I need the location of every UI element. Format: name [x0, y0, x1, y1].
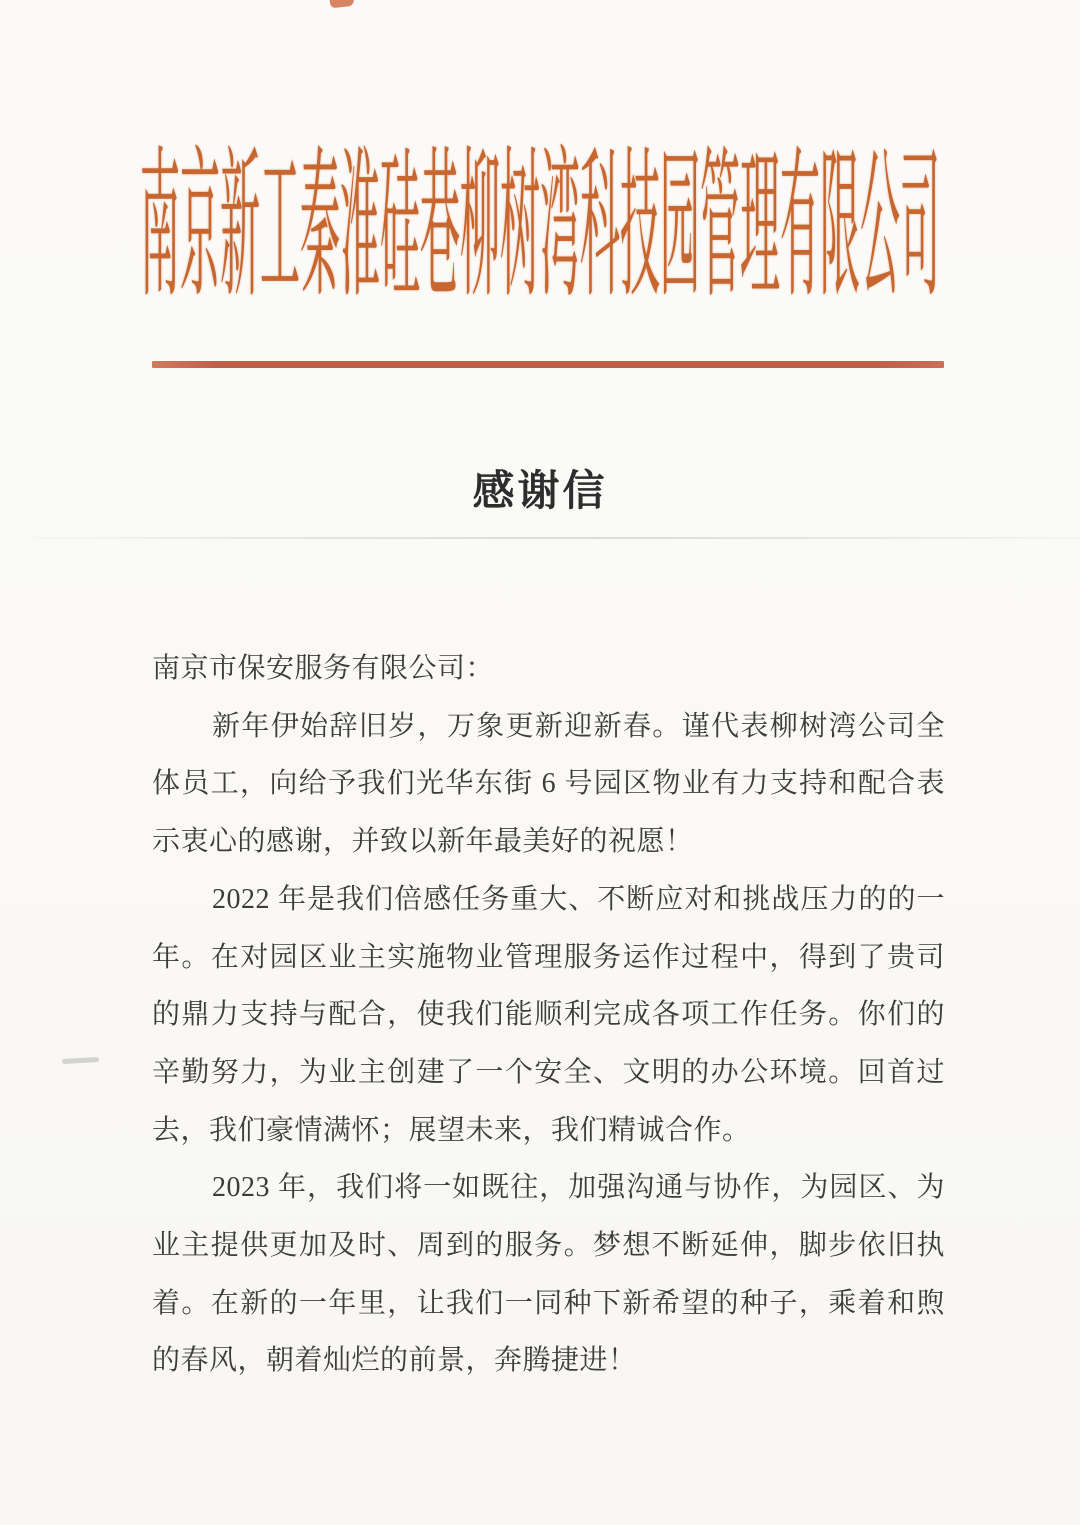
- body-line: 业主提供更加及时、周到的服务。梦想不断延伸，脚步依旧执: [152, 1230, 945, 1262]
- body-line: 去，我们豪情满怀；展望未来，我们精诚合作。: [152, 1114, 751, 1146]
- body-line: 2023 年，我们将一如既往，加强沟通与协作，为园区、为: [212, 1172, 945, 1204]
- letter-title: 感谢信: [472, 469, 608, 515]
- body-line: 着。在新的一年里，让我们一同种下新希望的种子，乘着和煦: [152, 1287, 945, 1319]
- body-line: 的春风，朝着灿烂的前景，奔腾捷进！: [152, 1345, 637, 1377]
- company-name: 南京新工秦淮硅巷柳树湾科技园管理有限公司: [140, 135, 940, 319]
- letterhead: [0, 135, 1080, 319]
- letter-body: [152, 640, 945, 1390]
- body-line: 示衷心的感谢，并致以新年最美好的祝愿！: [152, 826, 694, 858]
- body-line: 的鼎力支持与配合，使我们能顺利完成各项工作任务。你们的: [152, 999, 945, 1031]
- body-line: 2022 年是我们倍感任务重大、不断应对和挑战压力的的一: [212, 883, 945, 915]
- body-line: 年。在对园区业主实施物业管理服务运作过程中，得到了贵司: [152, 941, 945, 973]
- scan-smudge-left-margin: [62, 1057, 99, 1064]
- body-line: 辛勤努力，为业主创建了一个安全、文明的办公环境。回首过: [152, 1056, 945, 1088]
- scan-artifact-top-edge: [330, 0, 355, 8]
- salutation: 南京市保安服务有限公司：: [152, 653, 495, 684]
- scan-crease: [0, 537, 1080, 539]
- body-line: 新年伊始辞旧岁，万象更新迎新春。谨代表柳树湾公司全: [212, 710, 945, 742]
- letterhead-rule: [152, 361, 944, 368]
- body-line: 体员工，向给予我们光华东街 6 号园区物业有力支持和配合表: [152, 768, 945, 800]
